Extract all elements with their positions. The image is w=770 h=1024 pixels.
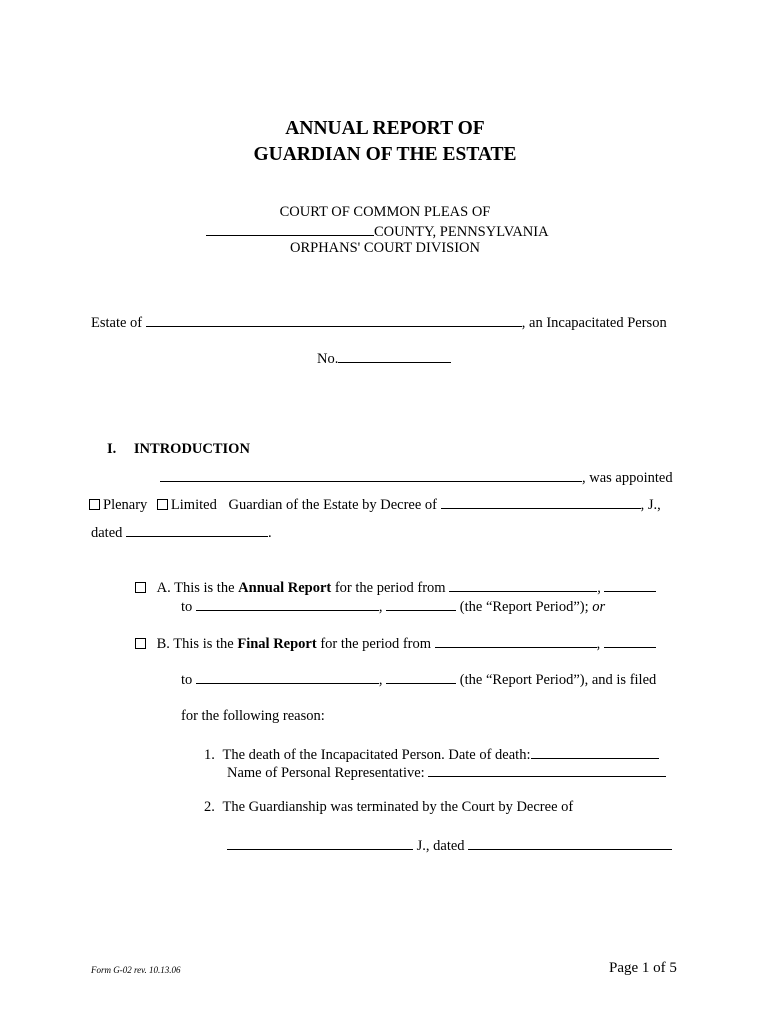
dated-period: .	[268, 525, 272, 541]
option-b-to-label: to	[181, 672, 193, 688]
option-b-from-date-blank[interactable]	[435, 634, 597, 648]
option-a-text-after: for the period from	[334, 580, 446, 596]
option-a-to-date-blank[interactable]	[196, 597, 379, 611]
option-a-text-before: This is the	[174, 580, 235, 596]
decree-date-blank[interactable]	[126, 523, 268, 537]
option-a-letter: A.	[156, 580, 171, 596]
option-b-checkbox[interactable]	[135, 638, 146, 649]
guardian-name-blank[interactable]	[160, 468, 582, 482]
option-a-or: or	[592, 599, 606, 615]
reason2-text: The Guardianship was terminated by the Court by Decree of	[222, 799, 574, 815]
decree-row	[89, 495, 661, 514]
reason2-date-blank[interactable]	[468, 836, 672, 850]
option-b-text-after: for the period from	[320, 636, 432, 652]
option-b-text-before: This is the	[173, 636, 234, 652]
reason1-row2	[227, 763, 666, 782]
reason2-number: 2.	[204, 799, 215, 815]
estate-row	[91, 313, 667, 332]
appointed-row	[160, 468, 673, 487]
option-b-comma2: ,	[378, 672, 383, 688]
docket-row	[317, 349, 451, 368]
option-a-to-year-blank[interactable]	[386, 597, 456, 611]
option-b-comma: ,	[596, 636, 601, 652]
page-title-line1: ANNUAL REPORT OF	[285, 118, 485, 139]
estate-name-blank[interactable]	[146, 313, 522, 327]
option-a-bold: Annual Report	[238, 580, 332, 596]
reason1-text: The death of the Incapacitated Person. Date of death:	[222, 747, 531, 763]
date-of-death-blank[interactable]	[531, 745, 659, 759]
limited-label: Limited	[170, 497, 217, 513]
option-a-comma2: ,	[378, 599, 383, 615]
limited-checkbox[interactable]	[157, 499, 168, 510]
court-county-label: COUNTY, PENNSYLVANIA	[374, 224, 549, 240]
option-a-report-period: (the “Report Period”);	[459, 599, 589, 615]
option-a-to-label: to	[181, 599, 193, 615]
plenary-label: Plenary	[103, 497, 148, 513]
reason1-number: 1.	[204, 747, 215, 763]
reason2-row2	[227, 836, 672, 855]
option-b-letter: B.	[156, 636, 170, 652]
reason1-rep-label: Name of Personal Representative:	[227, 765, 425, 781]
plenary-checkbox[interactable]	[89, 499, 100, 510]
appointed-text: , was appointed	[582, 470, 673, 486]
court-county-row	[206, 222, 549, 241]
incapacitated-label: , an Incapacitated Person	[521, 315, 667, 331]
option-b-bold: Final Report	[237, 636, 317, 652]
option-b-from-year-blank[interactable]	[604, 634, 656, 648]
footer-form-id: Form G-02 rev. 10.13.06	[91, 965, 181, 975]
option-a-row2	[181, 597, 605, 616]
option-b-row2	[181, 670, 656, 689]
reason2-judge-blank[interactable]	[227, 836, 413, 850]
section-heading	[107, 441, 250, 458]
page-title-line2: GUARDIAN OF THE ESTATE	[253, 144, 517, 165]
section-number: I.	[107, 441, 117, 457]
option-a-from-date-blank[interactable]	[449, 578, 597, 592]
option-b-row1	[135, 634, 656, 653]
reason2-row1	[204, 799, 573, 816]
footer-page-number: Page 1 of 5	[609, 960, 677, 976]
option-a-row1	[135, 578, 656, 597]
court-division: ORPHANS' COURT DIVISION	[290, 240, 480, 256]
court-line1: COURT OF COMMON PLEAS OF	[279, 204, 491, 220]
docket-no-blank[interactable]	[338, 349, 451, 363]
option-b-report-period: (the “Report Period”), and is filed	[459, 672, 657, 688]
option-b-reason-label: for the following reason:	[181, 708, 325, 724]
docket-no-label: No.	[317, 351, 339, 367]
dated-row	[91, 523, 272, 542]
decree-text: Guardian of the Estate by Decree of	[228, 497, 438, 513]
dated-label: dated	[91, 525, 123, 541]
reason2-judge-label: J., dated	[416, 838, 465, 854]
option-b-to-date-blank[interactable]	[196, 670, 379, 684]
judge-name-blank[interactable]	[441, 495, 641, 509]
option-a-from-year-blank[interactable]	[604, 578, 656, 592]
option-a-comma: ,	[597, 580, 601, 596]
county-blank[interactable]	[206, 222, 374, 236]
option-b-to-year-blank[interactable]	[386, 670, 456, 684]
personal-rep-blank[interactable]	[428, 763, 666, 777]
option-a-checkbox[interactable]	[135, 582, 146, 593]
section-title: INTRODUCTION	[133, 441, 250, 457]
reason1-row1	[204, 745, 659, 764]
estate-label: Estate of	[91, 315, 143, 331]
judge-suffix: , J.,	[640, 497, 661, 513]
